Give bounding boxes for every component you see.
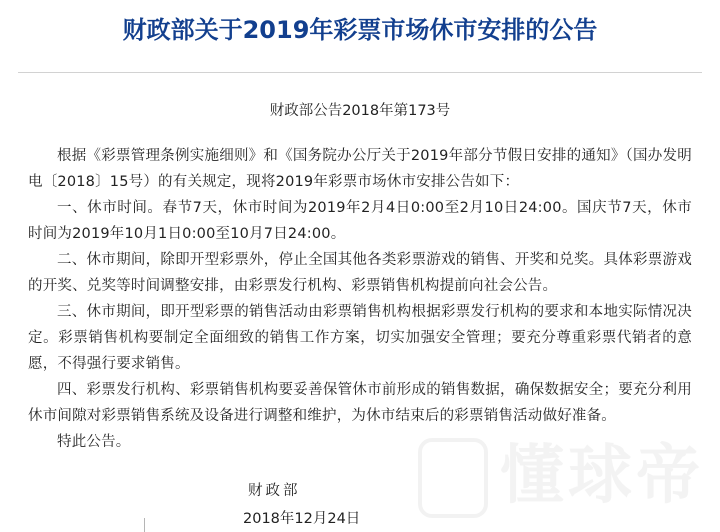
paragraph-intro: 根据《彩票管理条例实施细则》和《国务院办公厅关于2019年部分节假日安排的通知》（国办发明电〔2018〕15号）的有关规定，现将2019年彩票市场休市安排公告如下： <box>28 148 692 190</box>
paragraph-item-4: 四、彩票发行机构、彩票销售机构要妥善保管休市前形成的销售数据，确保数据安全；要充分利用休市间隙对彩票销售系统及设备进行调整和维护，为休市结束后的彩票销售活动做好准备。 <box>28 382 692 424</box>
paragraph-item-2: 二、休市期间，除即开型彩票外，停止全国其他各类彩票游戏的销售、开奖和兑奖。具体彩票游戏的开奖、兑奖等时间调整安排，由彩票发行机构、彩票销售机构提前向社会公告。 <box>28 252 692 294</box>
paragraph-item-3: 三、休市期间，即开型彩票的销售活动由彩票销售机构根据彩票发行机构的要求和本地实际情况决定。彩票销售机构要制定全面细致的销售工作方案，切实加强安全管理；要充分尊重彩票代销者的意愿，不得强行要求销售。 <box>28 304 692 372</box>
watermark-text: 懂球帝 <box>500 439 704 513</box>
text-cursor <box>144 518 145 532</box>
announcement-body <box>28 143 692 455</box>
page-title: 财政部关于2019年彩票市场休市安排的公告 <box>122 16 598 44</box>
document-number: 财政部公告2018年第173号 <box>269 103 451 119</box>
watermark-mark-icon <box>418 438 488 518</box>
signature-org: 财政部 <box>248 483 301 499</box>
paragraph-item-1: 一、休市时间。春节7天，休市时间为2019年2月4日0:00至2月10日24:00。国庆节7天，休市时间为2019年10月1日0:00至10月7日24:00。 <box>28 200 692 242</box>
watermark-logo <box>408 424 708 532</box>
signature-date: 2018年12月24日 <box>243 511 361 527</box>
title-divider <box>18 72 702 73</box>
paragraph-closing: 特此公告。 <box>57 434 131 450</box>
